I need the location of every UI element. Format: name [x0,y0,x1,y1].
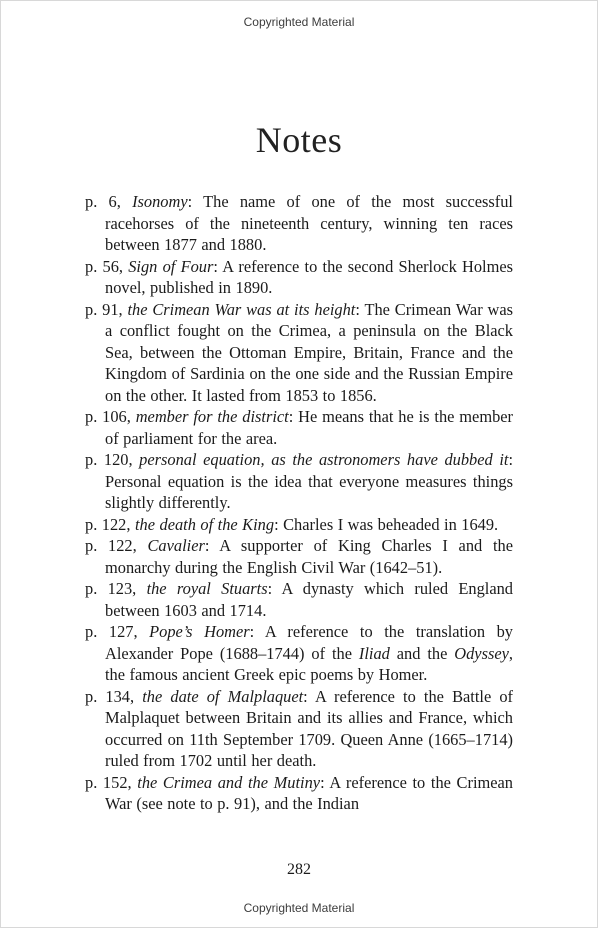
note-text: : The Crimean War was a conflict fought on the Crimea, a peninsula on the Black Sea, between the Ottoman Empire, Britain, France and the Kingdom of Sardinia on the one side and the Russian Empire on the other. It lasted from 1853 to 1856. [105,299,513,405]
note-term: Isonomy [132,192,188,211]
note-text: : A reference to the Battle of Malplaquet between Britain and its allies and France, which occurred on 11th September 1709. Queen Anne (1665–1714) ruled from 1702 until her death. [105,686,513,770]
note-text: : A reference to the second Sherlock Holmes novel, published in 1890. [105,256,513,297]
note-text: p. 120, [85,450,140,469]
note-entry [85,514,513,536]
note-term: Pope’s Homer [149,622,250,641]
note-text: p. 127, [85,622,150,641]
copyright-notice-bottom: Copyrighted Material [243,901,355,915]
note-text: p. 106, [85,407,136,426]
page-title: Notes [255,120,343,160]
note-entry [85,191,513,256]
note-term: Odyssey [454,643,509,663]
note-text: : A reference to the translation by Alexander Pope (1688–1744) of the [105,622,513,663]
note-text: p. 152, [85,772,138,792]
note-term: Iliad [358,643,390,663]
note-text: p. 122, [85,536,148,555]
note-text: and the [389,643,455,663]
note-text: : A reference to the Crimean War (see note to p. 91), and the Indian [105,772,513,813]
note-text: : Charles I was beheaded in 1649. [274,514,499,534]
note-term: the Crimea and the Mutiny [137,772,321,792]
note-text: : A supporter of King Charles I and the monarchy during the English Civil War (1642–51). [105,536,513,577]
note-text: : The name of one of the most successful racehorses of the nineteenth century, winning ten races between 1877 and 1880. [105,192,513,254]
note-text: p. 56, [85,256,129,276]
note-entry [85,535,513,578]
note-text: , the famous ancient Greek epic poems by Homer. [105,643,513,684]
note-text: p. 122, [85,514,135,534]
note-entry [85,406,513,449]
note-text: : He means that he is the member of parliament for the area. [105,407,513,448]
note-text: : A dynasty which ruled England between 1603 and 1714. [105,579,513,620]
note-term: the royal Stuarts [146,579,268,598]
note-entry [85,449,513,514]
note-term: the Crimean War was at its height [127,299,356,319]
note-entry [85,772,513,815]
page-number: 282 [287,861,311,878]
note-term: Cavalier [147,536,205,555]
note-term: the date of Malplaquet [142,686,304,706]
note-term: Sign of Four [128,256,214,276]
note-entry [85,256,513,299]
note-entry [85,578,513,621]
note-text: p. 6, [85,192,133,211]
note-term: member for the district [135,407,289,426]
note-term: personal equation, as the astronomers have dubbed it [139,450,509,469]
note-entry [85,621,513,686]
note-text: p. 91, [85,299,128,319]
note-text: p. 123, [85,579,147,598]
note-term: the death of the King [134,514,275,534]
note-entry [85,299,513,407]
note-text: : Personal equation is the idea that everyone measures things slightly differently. [105,450,513,512]
copyright-notice-top: Copyrighted Material [243,15,355,29]
notes-list [85,191,513,815]
note-entry [85,686,513,772]
note-text: p. 134, [85,686,143,706]
